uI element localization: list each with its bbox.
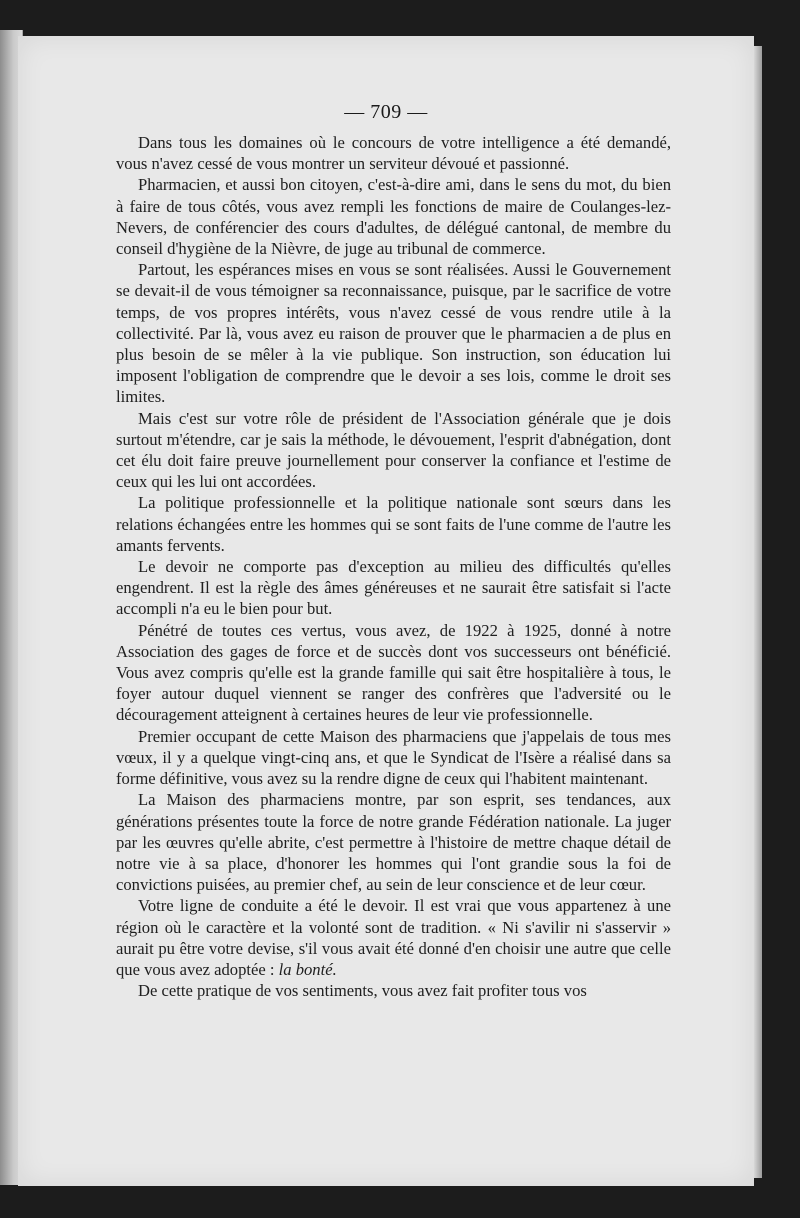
paragraph-1: Dans tous les domaines où le concours de votre intelligence a été demandé, vous n'avez cessé de vous montrer un serviteur dévoué et passionné. xyxy=(116,133,671,174)
paragraph-2: Pharmacien, et aussi bon citoyen, c'est-à-dire ami, dans le sens du mot, du bien à faire de tous côtés, vous avez rempli les fonctions de maire de Coulanges-lez-Nevers, de conférencier des cours d'adultes, de délégué cantonal, de membre du conseil d'hygiène de la Nièvre, de juge au tribunal de commerce. xyxy=(116,175,671,259)
paragraph-9: La Maison des pharmaciens montre, par son esprit, ses tendances, aux générations présentes toute la force de notre grande Fédération nationale. La juger par les œuvres qu'elle abrite, c'est permettre à l'histoire de mettre chaque détail de notre vie à sa place, d'honorer les hommes qui l'ont grandie sous la foi de convictions puisées, au premier chef, au sein de leur conscience et de leur cœur. xyxy=(116,790,671,895)
paragraph-8: Premier occupant de cette Maison des pharmaciens que j'appelais de tous mes vœux, il y a quelque vingt-cinq ans, et que le Syndicat de l'Isère a réalisé dans sa forme définitive, vous avez su la rendre digne de ceux qui l'habitent maintenant. xyxy=(116,726,671,789)
paragraph-11: De cette pratique de vos sentiments, vous avez fait profiter tous vos xyxy=(138,981,587,1001)
paragraph-5: La politique professionnelle et la politique nationale sont sœurs dans les relations échangées entre les hommes qui se sont faits de l'une comme de l'autre les amants fervents. xyxy=(116,493,671,555)
page-number: — 709 — xyxy=(344,101,428,123)
paragraph-3: Partout, les espérances mises en vous se sont réalisées. Aussi le Gouvernement se devait-il de vous témoigner sa reconnaissance, puisque, par le sacrifice de votre temps, de vos propres intérêts, vous n'avez cessé de vous rendre utile à la collectivité. Par là, vous avez eu raison de prouver que le pharmacien a de plus en plus besoin de se mêler à la vie publique. Son instruction, son éducation lui imposent l'obligation de comprendre que le devoir a ses lois, comme le droit ses limites. xyxy=(116,260,671,407)
main-text xyxy=(116,132,671,1001)
document-page xyxy=(18,36,754,1186)
italic-emphasis: la bonté. xyxy=(278,959,337,979)
paragraph-10 xyxy=(116,895,671,980)
paragraph-7: Pénétré de toutes ces vertus, vous avez, de 1922 à 1925, donné à notre Association des gages de force et de succès dont vos successeurs ont bénéficié. Vous avez compris qu'elle est la grande famille qui sait être hospitalière à tous, le foyer autour duquel viennent se ranger des confrères que l'adversité ou le découragement atteignent à certaines heures de leur vie professionnelle. xyxy=(116,620,671,725)
paragraph-6: Le devoir ne comporte pas d'exception au milieu des difficultés qu'elles engendrent. Il est la règle des âmes généreuses et ne saurait être satisfait si l'acte accompli n'a eu le bien pour but. xyxy=(116,557,671,619)
paragraph-10-text: Votre ligne de conduite a été le devoir. Il est vrai que vous appartenez à une région où le caractère et la volonté sont de tradition. « Ni s'avilir ni s'asservir » aurait pu être votre devise, s'il vous avait été donné d'en choisir une autre que celle que vous avez adoptée : xyxy=(116,896,671,979)
paragraph-4: Mais c'est sur votre rôle de président de l'Association générale que je dois surtout m'étendre, car je sais la méthode, le dévouement, l'esprit d'abnégation, dont cet élu doit faire preuve journellement pour conserver la confiance et l'estime de ceux qui les lui ont accordées. xyxy=(116,408,671,492)
